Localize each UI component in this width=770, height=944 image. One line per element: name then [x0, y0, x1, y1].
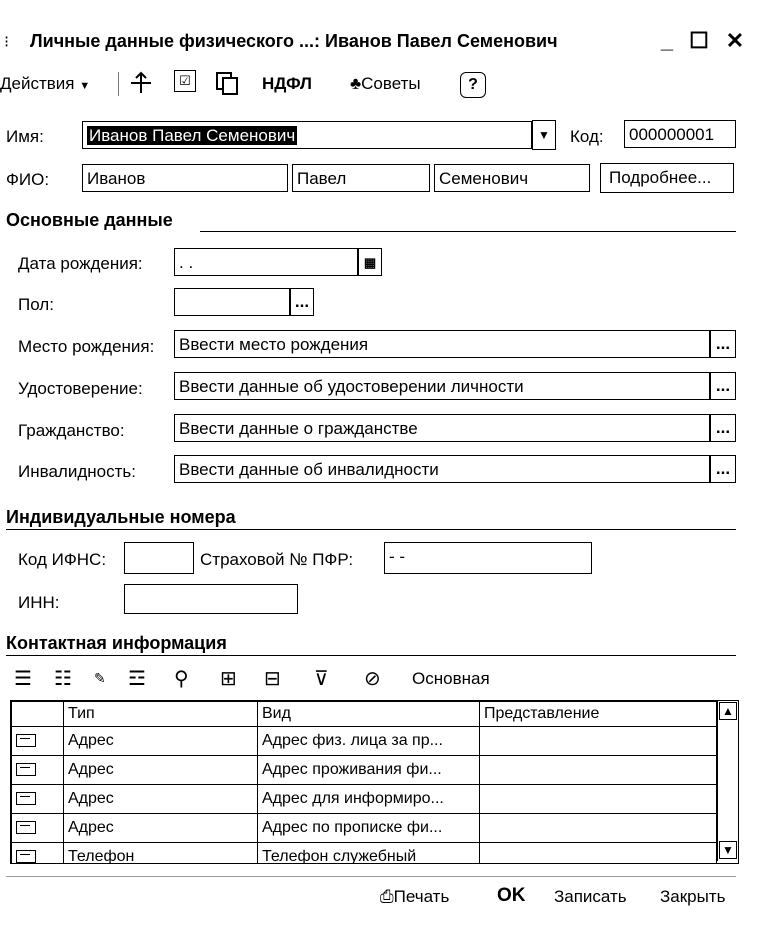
filter-icon[interactable]: ⚲	[174, 668, 189, 690]
delete-row-icon[interactable]: ☲	[128, 668, 146, 690]
table-header-row	[12, 702, 717, 727]
middle-name-input[interactable]: Семенович	[434, 164, 590, 192]
gender-select-button[interactable]: ...	[290, 288, 314, 316]
move-icon[interactable]	[128, 70, 154, 96]
cell-type: Адрес	[64, 756, 258, 785]
copy-icon[interactable]	[214, 70, 240, 96]
toolbar-separator	[118, 72, 119, 96]
name-input[interactable]	[82, 121, 532, 149]
sort-icon[interactable]: ⊞	[220, 668, 237, 690]
table-scrollbar[interactable]	[717, 701, 738, 861]
ok-button[interactable]: OK	[497, 885, 526, 906]
name-value: Иванов Павел Семенович	[89, 126, 296, 145]
filter-menu-icon[interactable]: ⊟	[264, 668, 281, 690]
contact-type-icon	[16, 850, 36, 863]
contacts-toolbar	[14, 664, 734, 694]
actions-menu-label: Действия	[0, 74, 75, 93]
birth-date-input[interactable]: . .	[174, 248, 358, 276]
section-divider	[6, 529, 736, 530]
contact-type-icon	[16, 763, 36, 776]
ifns-input[interactable]	[124, 542, 194, 574]
birth-place-input[interactable]: Ввести место рождения	[174, 330, 710, 358]
code-input[interactable]	[624, 120, 736, 148]
section-divider	[200, 231, 736, 232]
cell-type: Адрес	[64, 727, 258, 756]
fio-label: ФИО:	[6, 170, 50, 189]
disability-select-button[interactable]: ...	[710, 455, 736, 483]
table-row[interactable]	[12, 756, 717, 785]
table-row[interactable]	[12, 727, 717, 756]
details-button[interactable]: Подробнее...	[600, 163, 734, 193]
edit-row-icon[interactable]: ✎	[94, 670, 106, 686]
gender-input[interactable]	[174, 288, 290, 316]
basic-section-title: Основные данные	[6, 210, 173, 230]
print-label: Печать	[393, 887, 450, 906]
clear-filter-icon[interactable]: ⊽	[314, 668, 329, 690]
table-row[interactable]	[12, 814, 717, 843]
toolbar	[0, 64, 770, 104]
inn-input[interactable]	[124, 584, 298, 614]
table-row[interactable]	[12, 843, 717, 865]
pfr-label: Страховой № ПФР:	[200, 550, 354, 569]
disability-label: Инвалидность:	[18, 462, 136, 481]
cell-type: Адрес	[64, 785, 258, 814]
chevron-down-icon: ▼	[538, 128, 550, 142]
contact-type-icon	[16, 821, 36, 834]
inn-label: ИНН:	[18, 593, 60, 612]
id-doc-input[interactable]: Ввести данные об удостоверении личности	[174, 372, 710, 400]
print-button[interactable]	[380, 887, 449, 907]
section-divider	[6, 655, 736, 656]
calendar-button[interactable]	[358, 248, 382, 276]
contact-type-icon	[16, 734, 36, 747]
scroll-down-icon[interactable]: ▼	[719, 841, 737, 859]
cell-kind: Адрес физ. лица за пр...	[258, 727, 480, 756]
calendar-icon: ▦	[363, 255, 377, 270]
add-row-icon[interactable]: ☰	[14, 668, 32, 690]
ifns-label: Код ИФНС:	[18, 550, 107, 569]
footer-divider	[6, 876, 736, 877]
help-icon: ?	[460, 72, 486, 98]
close-button[interactable]: Закрыть	[660, 887, 726, 906]
contacts-table	[10, 700, 739, 864]
numbers-section-title: Индивидуальные номера	[6, 507, 236, 527]
column-header-kind[interactable]: Вид	[258, 702, 480, 727]
actions-menu[interactable]	[0, 70, 90, 98]
cell-repr[interactable]	[480, 814, 717, 843]
contacts-section-title: Контактная информация	[6, 633, 227, 653]
cell-kind: Адрес по прописке фи...	[258, 814, 480, 843]
cell-kind: Телефон служебный	[258, 843, 480, 865]
citizenship-select-button[interactable]: ...	[710, 414, 736, 442]
window-icon: ⁝	[4, 34, 10, 51]
id-doc-select-button[interactable]: ...	[710, 372, 736, 400]
cell-kind: Адрес для информиро...	[258, 785, 480, 814]
set-main-icon[interactable]: ⊘	[364, 668, 381, 690]
name-label: Имя:	[6, 127, 44, 146]
document-icon[interactable]: ☑	[174, 70, 200, 96]
printer-icon: ⎙	[380, 887, 394, 906]
name-dropdown-button[interactable]	[532, 120, 556, 150]
column-header-type[interactable]: Тип	[64, 702, 258, 727]
set-main-button[interactable]: Основная	[412, 669, 490, 688]
gender-label: Пол:	[18, 295, 54, 314]
column-header-repr[interactable]: Представление	[480, 702, 717, 727]
cell-repr[interactable]	[480, 756, 717, 785]
scroll-up-icon[interactable]: ▲	[719, 702, 737, 720]
cell-repr[interactable]	[480, 727, 717, 756]
id-doc-label: Удостоверение:	[18, 379, 143, 398]
cell-repr[interactable]	[480, 843, 717, 865]
minimize-button[interactable]: _	[660, 28, 674, 53]
title-bar	[0, 22, 770, 62]
tips-button[interactable]	[350, 70, 421, 98]
tips-icon: ♣	[350, 74, 362, 93]
code-label: Код:	[570, 127, 604, 146]
citizenship-label: Гражданство:	[18, 421, 125, 440]
birth-date-label: Дата рождения:	[18, 254, 143, 273]
cell-type: Телефон	[64, 843, 258, 865]
window-title: Личные данные физического ...: Иванов Павел Семенович	[30, 31, 558, 51]
disability-input[interactable]: Ввести данные об инвалидности	[174, 455, 710, 483]
citizenship-input[interactable]: Ввести данные о гражданстве	[174, 414, 710, 442]
birth-place-label: Место рождения:	[18, 337, 155, 356]
contact-type-icon	[16, 792, 36, 805]
birth-place-select-button[interactable]: ...	[710, 330, 736, 358]
maximize-button[interactable]: ☐	[689, 28, 709, 53]
copy-row-icon[interactable]: ☷	[54, 668, 72, 690]
close-window-button[interactable]: ✕	[725, 28, 745, 53]
cell-kind: Адрес проживания фи...	[258, 756, 480, 785]
cell-type: Адрес	[64, 814, 258, 843]
tips-label: Советы	[361, 74, 421, 93]
table-row[interactable]	[12, 785, 717, 814]
first-name-input[interactable]: Павел	[292, 164, 430, 192]
save-button[interactable]: Записать	[554, 887, 627, 906]
column-header-icon[interactable]	[12, 702, 64, 727]
cell-repr[interactable]	[480, 785, 717, 814]
help-button[interactable]	[460, 70, 486, 98]
code-value: 000000001	[629, 125, 715, 144]
last-name-input[interactable]: Иванов	[82, 164, 288, 192]
chevron-down-icon: ▼	[79, 80, 91, 92]
pfr-input[interactable]: - -	[384, 542, 592, 574]
ndfl-button[interactable]: НДФЛ	[262, 74, 312, 93]
